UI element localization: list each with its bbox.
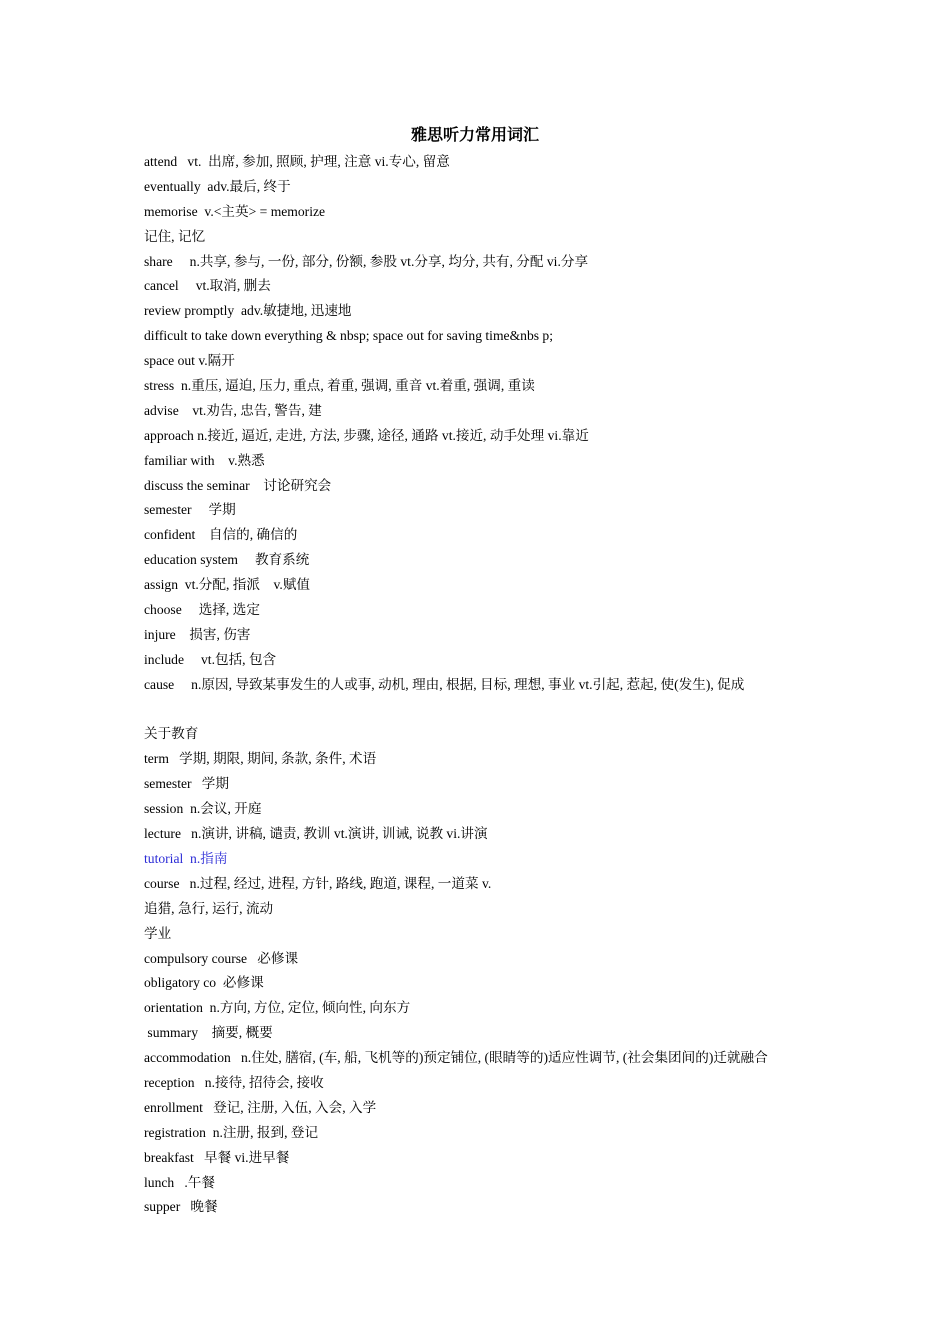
vocab-line: course n.过程, 经过, 进程, 方针, 路线, 跑道, 课程, 一道菜 v. <box>144 875 492 891</box>
vocab-line: cause n.原因, 导致某事发生的人或事, 动机, 理由, 根据, 目标, 理想, 事业 vt.引起, 惹起, 使(发生), 促成 <box>144 676 745 692</box>
vocab-line: compulsory course 必修课 <box>144 950 299 966</box>
vocab-line: registration n.注册, 报到, 登记 <box>144 1124 319 1140</box>
vocab-line: stress n.重压, 逼迫, 压力, 重点, 着重, 强调, 重音 vt.着重, 强调, 重读 <box>144 378 535 394</box>
vocab-line: space out v.隔开 <box>144 353 235 369</box>
vocab-line: enrollment 登记, 注册, 入伍, 入会, 入学 <box>144 1099 377 1115</box>
vocab-line: share n.共享, 参与, 一份, 部分, 份额, 参股 vt.分享, 均分, 共有, 分配 vi.分享 <box>144 253 589 269</box>
vocab-line: supper 晚餐 <box>144 1199 218 1215</box>
vocab-line: advise vt.劝告, 忠告, 警告, 建 <box>144 402 322 418</box>
vocab-line: approach n.接近, 逼近, 走进, 方法, 步骤, 途径, 通路 vt.接近, 动手处理 vi.靠近 <box>144 427 589 443</box>
vocab-line: semester 学期 <box>144 776 229 792</box>
vocab-line: include vt.包括, 包含 <box>144 651 277 667</box>
vocab-line: familiar with v.熟悉 <box>144 452 265 468</box>
vocab-line: term 学期, 期限, 期间, 条款, 条件, 术语 <box>144 751 377 767</box>
vocabulary-list <box>144 150 844 1220</box>
vocab-line: lunch .午餐 <box>144 1174 215 1190</box>
vocab-line: review promptly adv.敏捷地, 迅速地 <box>144 303 352 319</box>
vocab-line: education system 教育系统 <box>144 552 310 568</box>
vocab-line: tutorial n.指南 <box>144 850 228 866</box>
vocab-line: memorise v.<主英> = memorize <box>144 203 326 219</box>
vocab-line: cancel vt.取消, 删去 <box>144 278 271 294</box>
vocab-line: discuss the seminar 讨论研究会 <box>144 477 332 493</box>
vocab-line: semester 学期 <box>144 502 236 518</box>
document-title: 雅思听力常用词汇 <box>410 127 539 144</box>
vocab-line: 追猎, 急行, 运行, 流动 <box>144 900 274 916</box>
vocab-line: reception n.接待, 招待会, 接收 <box>144 1074 324 1090</box>
vocab-line: assign vt.分配, 指派 v.赋值 <box>144 577 311 593</box>
vocab-line: difficult to take down everything & nbsp; space out for saving time&nbs p; <box>144 328 554 344</box>
vocab-line: 记住, 记忆 <box>144 228 206 244</box>
vocab-line: session n.会议, 开庭 <box>144 801 262 817</box>
vocab-line: attend vt. 出席, 参加, 照顾, 护理, 注意 vi.专心, 留意 <box>144 154 450 169</box>
vocab-line: orientation n.方向, 方位, 定位, 倾向性, 向东方 <box>144 1000 411 1016</box>
vocab-line: breakfast 早餐 vi.进早餐 <box>144 1149 290 1165</box>
vocab-line: summary 摘要, 概要 <box>144 1025 273 1041</box>
vocab-line: accommodation n.住处, 膳宿, (车, 船, 飞机等的)预定铺位, (眼睛等的)适应性调节, (社会集团间的)迁就融合 <box>144 1050 768 1066</box>
vocab-line: injure 损害, 伤害 <box>144 626 251 642</box>
blank-line <box>144 698 844 723</box>
vocab-line: choose 选择, 选定 <box>144 602 260 618</box>
vocab-line: confident 自信的, 确信的 <box>144 527 298 543</box>
vocab-line: obligatory co 必修课 <box>144 975 264 991</box>
vocab-line: 关于教育 <box>144 726 199 742</box>
vocab-line: lecture n.演讲, 讲稿, 谴责, 教训 vt.演讲, 训诫, 说教 vi.讲演 <box>144 826 488 842</box>
vocab-line: eventually adv.最后, 终于 <box>144 178 291 194</box>
vocab-line: 学业 <box>144 925 172 941</box>
